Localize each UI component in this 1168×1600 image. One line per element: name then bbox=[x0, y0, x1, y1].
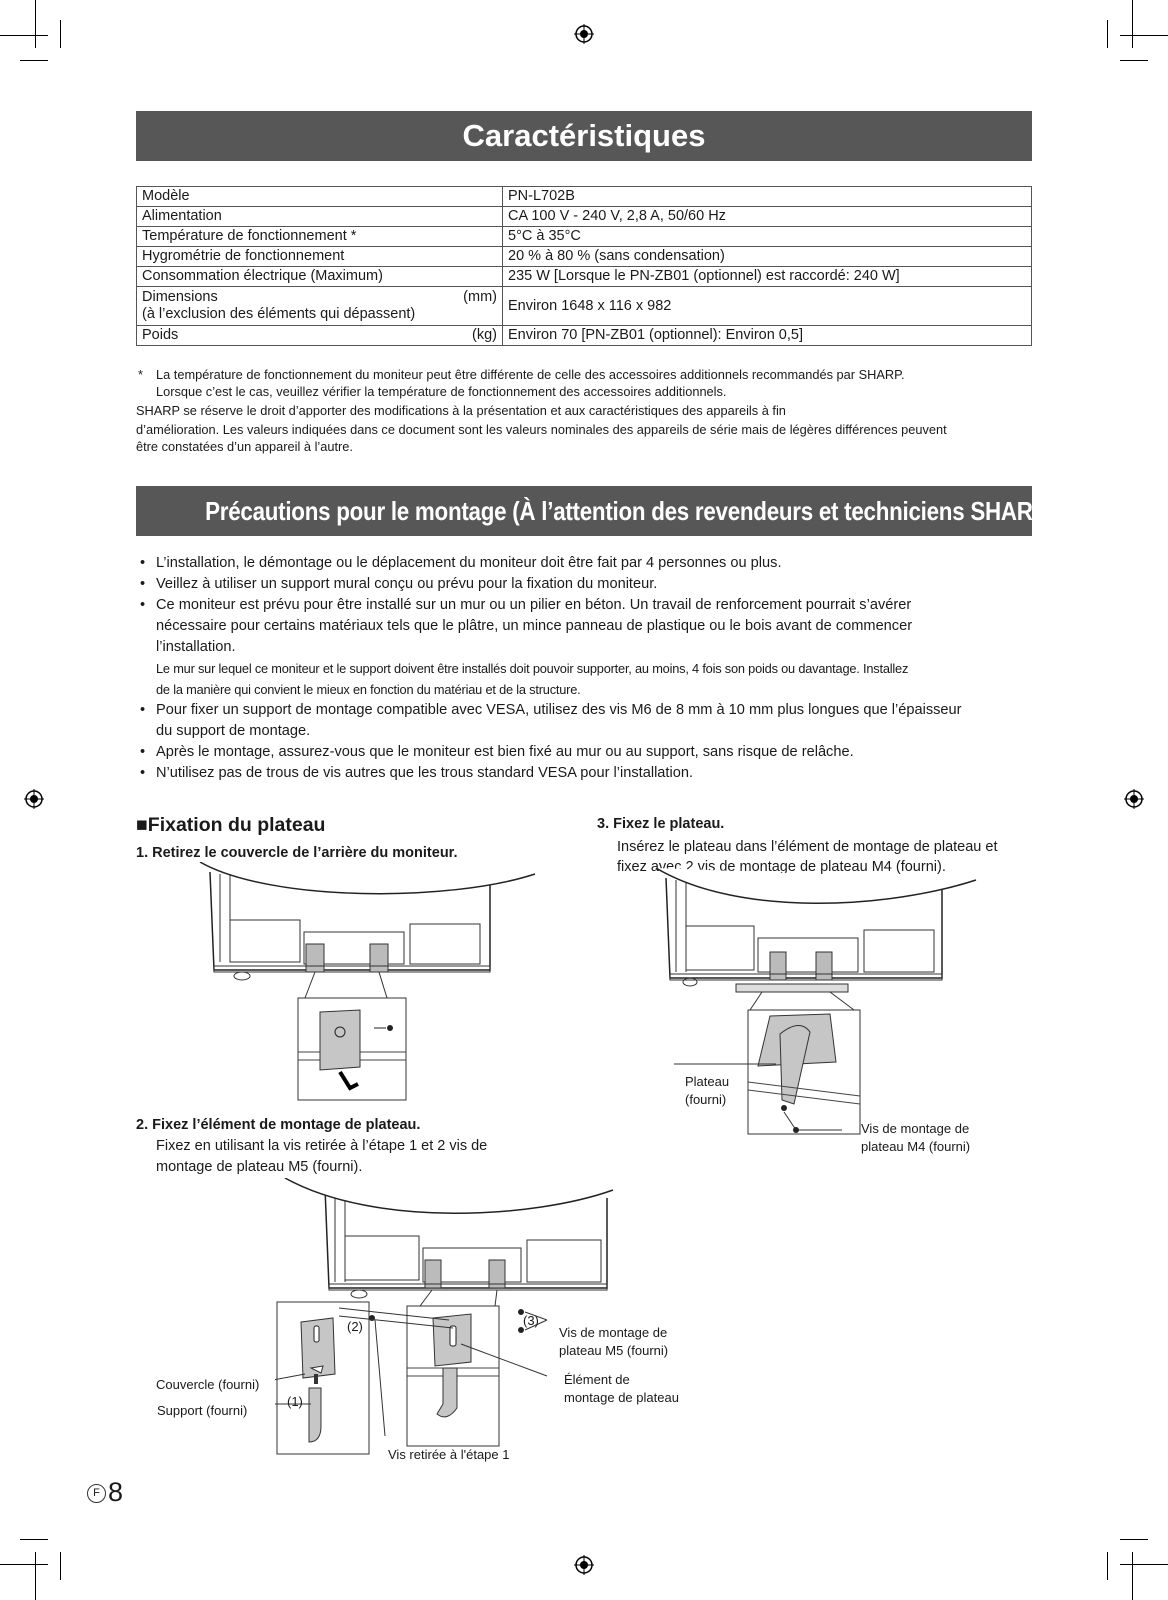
footnote-line: Lorsque c’est le cas, veuillez vérifier la température de fonctionnement des accessoires additionnels. bbox=[156, 384, 727, 399]
label-vis-m5: Vis de montage de bbox=[559, 1325, 668, 1340]
spec-value: 235 W [Lorsque le PN-ZB01 (optionnel) est raccordé: 240 W] bbox=[503, 267, 1032, 287]
spec-table bbox=[136, 186, 1032, 346]
spec-label: Température de fonctionnement * bbox=[137, 227, 503, 247]
spec-label: Hygrométrie de fonctionnement bbox=[137, 247, 503, 267]
list-item-text: l’installation. bbox=[156, 639, 236, 655]
step-1-title: 1. Retirez le couvercle de l’arrière du moniteur. bbox=[136, 845, 458, 861]
table-row bbox=[137, 287, 1032, 326]
spec-label: Consommation électrique (Maximum) bbox=[137, 267, 503, 287]
list-item-note: Le mur sur lequel ce moniteur et le support doivent être installés doit pouvoir supporter, au moins, 4 fois son poids ou davantage. Installez bbox=[156, 661, 909, 676]
language-mark: F bbox=[87, 1484, 106, 1503]
plateau-heading: ■Fixation du plateau bbox=[136, 814, 326, 836]
list-item-text: L’installation, le démontage ou le déplacement du moniteur doit être fait par 4 personnes ou plus. bbox=[156, 555, 782, 571]
list-item bbox=[136, 574, 1036, 595]
page-number: 8 bbox=[108, 1477, 124, 1507]
list-item bbox=[136, 742, 1036, 763]
spec-value: Environ 70 [PN-ZB01 (optionnel): Environ 0,5] bbox=[503, 326, 1032, 346]
label-plateau: Plateau bbox=[685, 1074, 730, 1089]
precautions-list bbox=[136, 553, 1036, 784]
label-couvercle: Couvercle (fourni) bbox=[156, 1377, 260, 1392]
label-vis-m4: plateau M4 (fourni) bbox=[861, 1139, 971, 1154]
registration-mark-icon bbox=[574, 1555, 594, 1575]
spec-unit: (kg) bbox=[472, 327, 497, 343]
label-vis-m5: plateau M5 (fourni) bbox=[559, 1343, 669, 1358]
footnote-line: La température de fonctionnement du moniteur peut être différente de celle des accessoires additionnels recommandés par SHARP. bbox=[156, 367, 905, 382]
spec-value: Environ 1648 x 116 x 982 bbox=[503, 287, 1032, 326]
figure-attach-mount bbox=[275, 1178, 615, 1458]
label-step-3: (3) bbox=[523, 1313, 539, 1328]
figure-remove-cover bbox=[190, 862, 540, 1102]
spec-value: CA 100 V - 240 V, 2,8 A, 50/60 Hz bbox=[503, 207, 1032, 227]
list-item-text: N’utilisez pas de trous de vis autres que les trous standard VESA pour l’installation. bbox=[156, 765, 694, 781]
spec-value: 5°C à 35°C bbox=[503, 227, 1032, 247]
table-row bbox=[137, 227, 1032, 247]
list-item-text: du support de montage. bbox=[156, 723, 311, 739]
table-row bbox=[137, 207, 1032, 227]
spec-section-title: Caractéristiques bbox=[136, 111, 1032, 161]
spec-label: Modèle bbox=[137, 187, 503, 207]
label-element: montage de plateau bbox=[564, 1390, 679, 1405]
label-support: Support (fourni) bbox=[157, 1403, 248, 1418]
spec-label-note: (à l’exclusion des éléments qui dépassent) bbox=[142, 306, 416, 322]
list-item-text: nécessaire pour certains matériaux tels que le plâtre, un mince panneau de plastique ou le bois avant de commencer bbox=[156, 618, 913, 634]
list-item-note: de la manière qui convient le mieux en fonction du matériau et de la structure. bbox=[156, 682, 581, 697]
step-3-title: 3. Fixez le plateau. bbox=[597, 816, 725, 832]
spec-label: Alimentation bbox=[137, 207, 503, 227]
label-plateau: (fourni) bbox=[685, 1092, 727, 1107]
table-row bbox=[137, 187, 1032, 207]
registration-mark-icon bbox=[574, 24, 594, 44]
list-item-text: Pour fixer un support de montage compatible avec VESA, utilisez des vis M6 de 8 mm à 10 mm plus longues que l’épaisseur bbox=[156, 702, 962, 718]
registration-mark-icon bbox=[24, 789, 44, 809]
list-item bbox=[136, 553, 1036, 574]
spec-value: PN-L702B bbox=[503, 187, 1032, 207]
label-vis-retiree: Vis retirée à l'étape 1 bbox=[388, 1447, 510, 1462]
step-3-text: Insérez le plateau dans l’élément de montage de plateau et bbox=[617, 839, 998, 855]
step-2-text: montage de plateau M5 (fourni). bbox=[156, 1159, 363, 1175]
spec-label: Dimensions bbox=[142, 289, 218, 305]
footnote-mark: * bbox=[138, 367, 143, 382]
registration-mark-icon bbox=[1124, 789, 1144, 809]
step-2-title: 2. Fixez l’élément de montage de plateau. bbox=[136, 1117, 421, 1133]
list-item bbox=[136, 763, 1036, 784]
precautions-title-text: Précautions pour le montage (À l’attention des revendeurs et techniciens SHARP) bbox=[205, 496, 1055, 526]
list-item-text: Ce moniteur est prévu pour être installé sur un mur ou un pilier en béton. Un travail de renforcement pourrait s’avérer bbox=[156, 597, 912, 613]
label-element: Élément de bbox=[564, 1372, 630, 1387]
table-row bbox=[137, 247, 1032, 267]
disclaimer-line: SHARP se réserve le droit d’apporter des modifications à la présentation et aux caractéristiques des appareils à fin bbox=[136, 403, 786, 418]
label-step-2: (2) bbox=[347, 1319, 363, 1334]
spec-value: 20 % à 80 % (sans condensation) bbox=[503, 247, 1032, 267]
table-row bbox=[137, 326, 1032, 346]
label-step-1: (1) bbox=[287, 1394, 303, 1409]
label-vis-m4: Vis de montage de bbox=[861, 1121, 970, 1136]
disclaimer-line: d’amélioration. Les valeurs indiquées dans ce document sont les valeurs nominales des appareils de série mais de légères différences peuvent bbox=[136, 422, 947, 437]
list-item-text: Après le montage, assurez-vous que le moniteur est bien fixé au mur ou au support, sans risque de relâche. bbox=[156, 744, 854, 760]
table-row bbox=[137, 267, 1032, 287]
list-item bbox=[136, 595, 1036, 700]
spec-label: Poids bbox=[142, 327, 179, 343]
precautions-title bbox=[136, 486, 1055, 536]
step-3-text: fixez avec 2 vis de montage de plateau M4 (fourni). bbox=[617, 859, 946, 875]
spec-unit: (mm) bbox=[463, 289, 497, 305]
list-item-text: Veillez à utiliser un support mural conçu ou prévu pour la fixation du moniteur. bbox=[156, 576, 658, 592]
list-item bbox=[136, 700, 1036, 742]
step-2-text: Fixez en utilisant la vis retirée à l’étape 1 et 2 vis de bbox=[156, 1138, 488, 1154]
disclaimer-line: être constatées d’un appareil à l’autre. bbox=[136, 439, 353, 454]
